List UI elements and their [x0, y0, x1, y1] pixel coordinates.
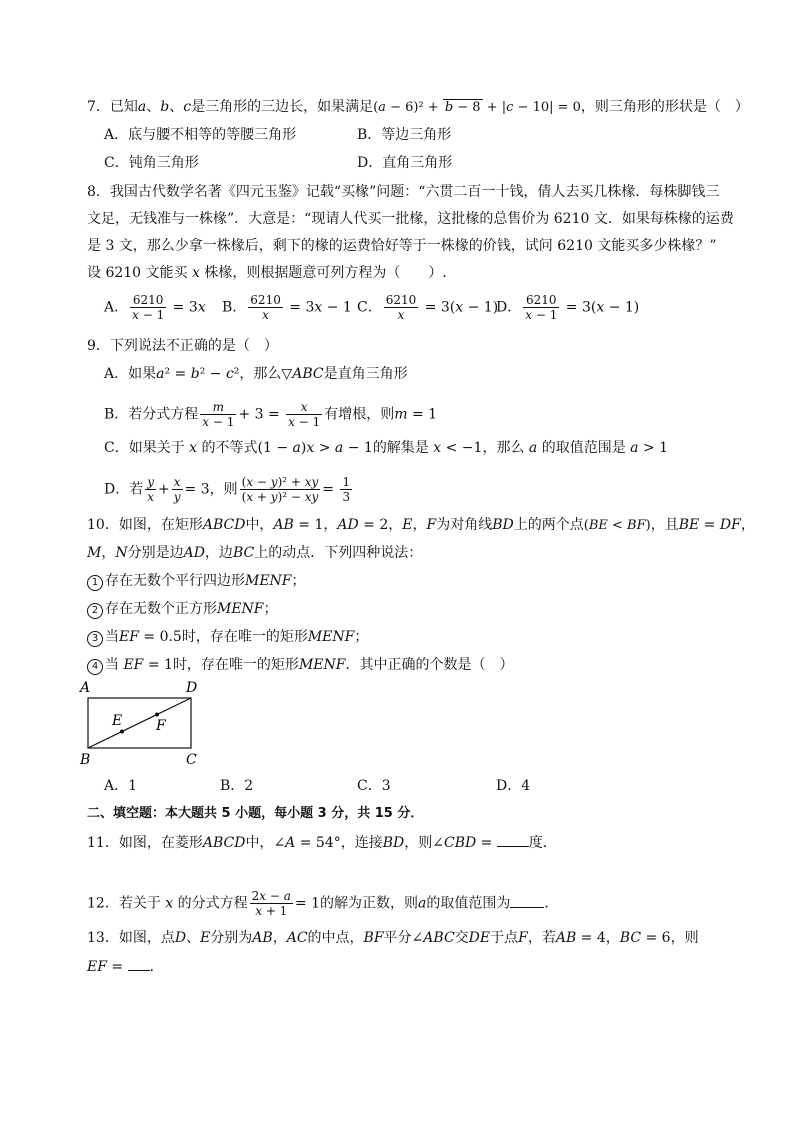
q7-stem: 7．已知a、b、c是三角形的三边长，如果满足(a − 6)² + b − 8 + |c − 10| = 0，则三角形的形状是（ ） — [87, 99, 749, 115]
q10-statement-3: 3 当EF = 0.5时，存在唯一的矩形MENF； — [87, 627, 368, 647]
q10-rectangle-figure — [78, 678, 208, 770]
point-e — [120, 730, 124, 734]
q9-option-c[interactable]: C．如果关于 x 的不等式(1 − a)x > a − 1的解集是 x < −1，那么 a 的取值范围是 a > 1 — [104, 440, 669, 456]
q10-statement-1: 1 存在无数个平行四边形MENF； — [87, 571, 306, 591]
q10-option-c[interactable]: C．3 — [357, 778, 391, 794]
q8-line-4: 设 6210 文能买 x 株椽，则根据题意可列方程为（ ）. — [87, 265, 447, 281]
q10-option-a[interactable]: A．1 — [104, 778, 138, 794]
diagonal-bd — [88, 698, 191, 748]
q12-answer-blank[interactable] — [510, 893, 544, 908]
q9-option-d[interactable]: D．若 $\frac{y}{x}$ + $\frac{x}{y}$ = 3，则 $\frac{\text{(x − y)² + xy}}{\text{(x + y)² − xy}}$ = $\frac{1}{3}$ — [104, 475, 351, 504]
q13-line-2: EF = ． — [87, 956, 164, 977]
label-c: C — [186, 752, 197, 768]
point-f — [155, 713, 159, 717]
q10-statement-2: 2 存在无数个正方形MENF； — [87, 599, 278, 619]
q10-line-1: 10．如图，在矩形ABCD中，AB = 1，AD = 2，E，F为对角线BD上的两个点(BE < BF)，且BE = DF， — [87, 517, 755, 533]
q13-answer-blank[interactable] — [128, 956, 150, 971]
q7-option-a[interactable]: A．底与腰不相等的等腰三角形 — [104, 127, 297, 143]
q11-answer-blank[interactable] — [497, 832, 529, 847]
q10-option-b[interactable]: B．2 — [220, 778, 254, 794]
q11: 11．如图，在菱形ABCD中，∠A = 54°，连接BD，则∠CBD = 度． — [87, 832, 557, 853]
q10-line-2: M，N分别是边AD，边BC上的动点．下列四种说法： — [87, 545, 423, 561]
label-e: E — [112, 713, 123, 729]
label-a: A — [80, 680, 91, 696]
q13-line-1: 13．如图，点D、E分别为AB，AC的中点，BF平分∠ABC交DE于点F，若AB = 4，BC = 6，则 — [87, 930, 699, 946]
q8-line-3: 是 3 文，那么少拿一株椽后，剩下的椽的运费恰好等于一株椽的价钱，试问 6210 文能买多少株椽？” — [87, 238, 717, 254]
q9-stem: 9．下列说法不正确的是（ ） — [87, 338, 278, 354]
section-2-heading: 二、填空题：本大题共 5 小题，每小题 3 分，共 15 分． — [87, 806, 424, 821]
q7-option-b[interactable]: B．等边三角形 — [357, 127, 452, 143]
q9-option-a[interactable]: A．如果a² = b² − c²，那么▽ABC是直角三角形 — [104, 366, 408, 382]
label-f: F — [156, 718, 166, 734]
q8-line-1: 8．我国古代数学名著《四元玉鉴》记载“买椽”问题：“六贯二百一十钱，倩人去买几株椽．每株脚钱三 — [87, 184, 720, 200]
q12: 12．若关于 x 的分式方程 $\frac{2x - a}{x + 1}$ = 1的解为正数，则a的取值范围为 ． — [87, 889, 559, 918]
q8-option-b[interactable]: B． $\frac{6210}{x}$ = 3x − 1 — [222, 293, 352, 322]
q10-statement-4: 4 当 EF = 1时，存在唯一的矩形MENF．其中正确的个数是（ ） — [87, 655, 513, 675]
q9-option-b[interactable]: B．若分式方程 $\frac{m}{x - 1}$ + 3 = $\frac{x}{x - 1}$ 有增根，则m = 1 — [104, 400, 438, 429]
q7-option-c[interactable]: C．钝角三角形 — [104, 155, 199, 171]
q8-option-d[interactable]: D． $\frac{6210}{x - 1}$ = 3(x − 1) — [496, 293, 640, 322]
q10-option-d[interactable]: D．4 — [496, 778, 531, 794]
label-d: D — [186, 680, 198, 696]
q8-line-2: 文足，无钱准与一株椽”．大意是：“现请人代买一批椽，这批椽的总售价为 6210 文．如果每株椽的运费 — [87, 211, 734, 227]
q8-option-c[interactable]: C． $\frac{6210}{x}$ = 3(x − 1) — [357, 293, 499, 322]
label-b: B — [80, 752, 91, 768]
q7-option-d[interactable]: D．直角三角形 — [357, 155, 453, 171]
q8-option-a[interactable]: A． $\frac{6210}{x - 1}$ = 3x — [104, 293, 206, 322]
